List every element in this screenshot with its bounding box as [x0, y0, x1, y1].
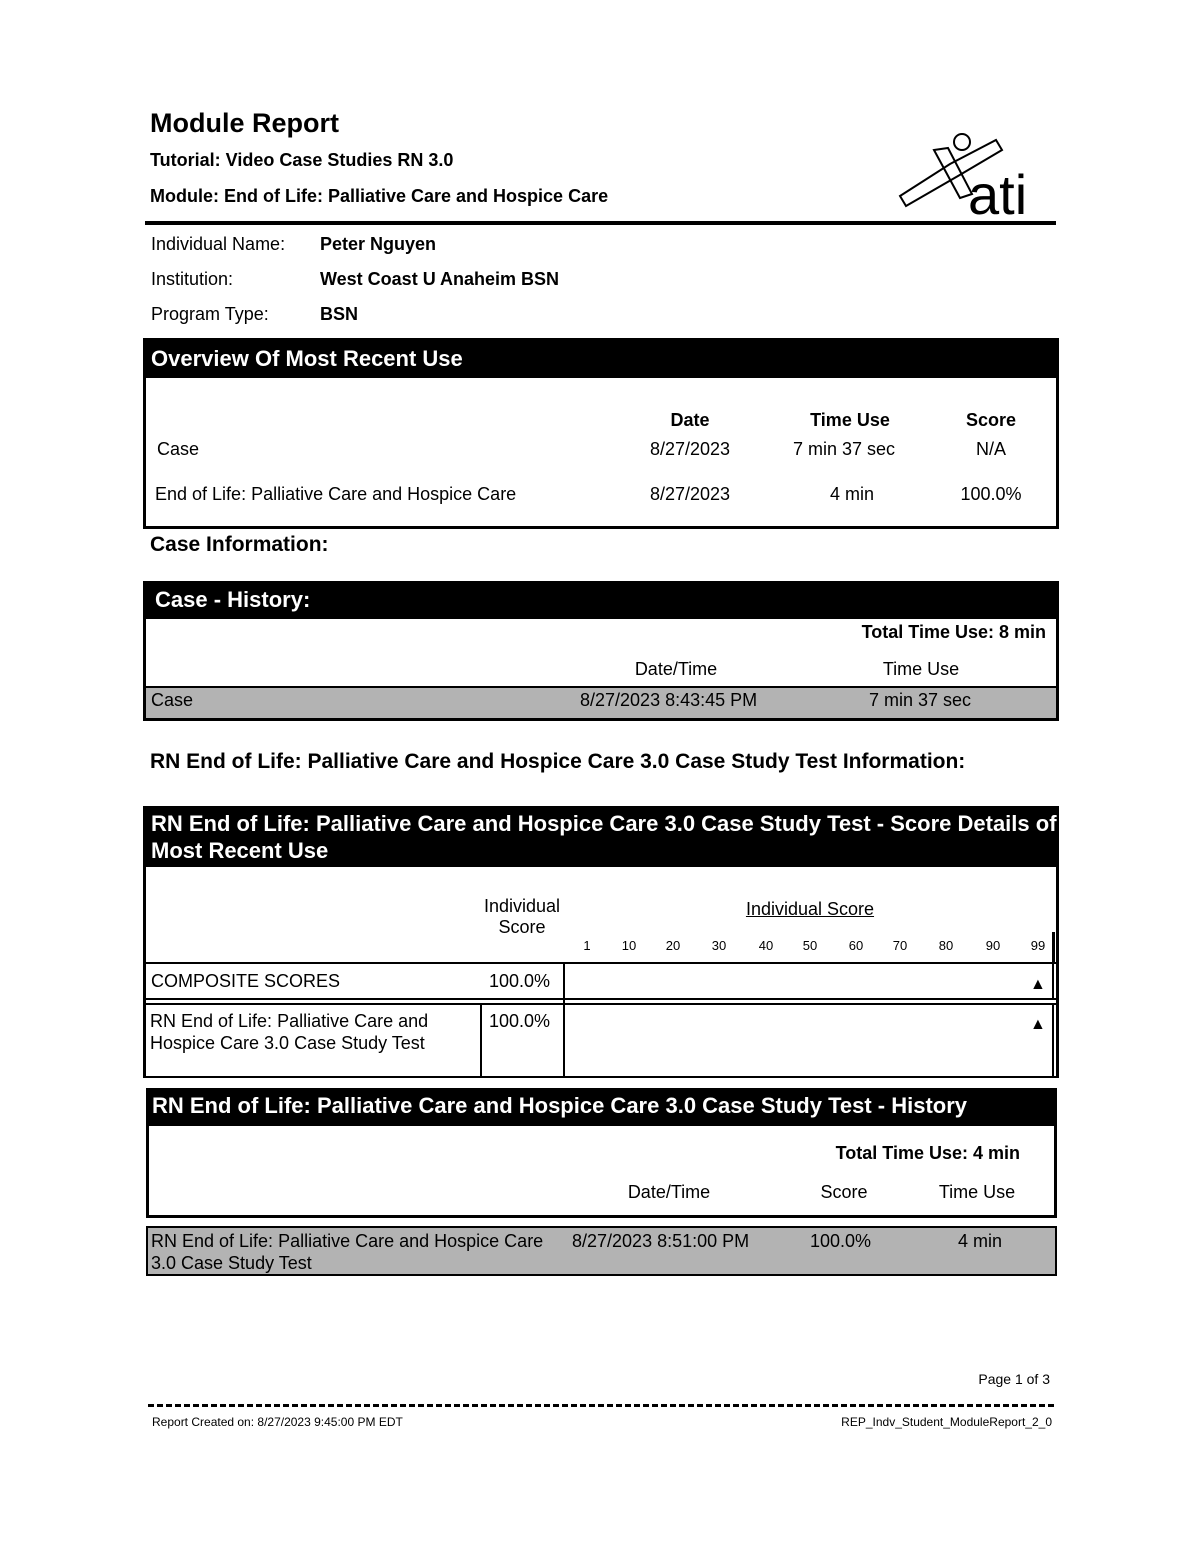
test-history-title: RN End of Life: Palliative Care and Hospice Care 3.0 Case Study Test - History [146, 1088, 1057, 1126]
score-row-value: 100.0% [489, 971, 551, 991]
individual-score-scale-label: Individual Score [745, 899, 875, 919]
overview-title: Overview Of Most Recent Use [143, 338, 1059, 378]
score-marker: ▲ [1030, 976, 1046, 993]
scale-tick: 50 [802, 938, 818, 953]
program-type-label: Program Type: [151, 304, 269, 324]
test-history-row-name: RN End of Life: Palliative Care and Hospice Care 3.0 Case Study Test [151, 1231, 544, 1273]
test-history-row-score: 100.0% [810, 1231, 872, 1251]
overview-row-time: 7 min 37 sec [792, 439, 896, 459]
institution-label: Institution: [151, 269, 234, 289]
score-marker: ▲ [1030, 1016, 1046, 1033]
case-information-heading: Case Information: [150, 533, 329, 556]
overview-header-score: Score [965, 410, 1017, 430]
test-history-header-score: Score [820, 1182, 868, 1202]
test-history-header-time: Time Use [938, 1182, 1016, 1202]
column-divider [1052, 1003, 1054, 1077]
overview-row-name: Case [157, 439, 200, 459]
institution-value: West Coast U Anaheim BSN [320, 269, 560, 289]
footer-divider [148, 1404, 1054, 1407]
scale-tick: 99 [1030, 938, 1046, 953]
score-details-title: RN End of Life: Palliative Care and Hospice Care 3.0 Case Study Test - Score Details of Most Recent Use [143, 806, 1059, 867]
scale-tick: 80 [938, 938, 954, 953]
report-created-date: Report Created on: 8/27/2023 9:45:00 PM EDT [152, 1415, 403, 1429]
scale-tick: 90 [985, 938, 1001, 953]
header-divider [145, 221, 1056, 225]
case-history-header-datetime: Date/Time [634, 659, 718, 679]
row-divider [146, 962, 1056, 964]
scale-tick: 60 [848, 938, 864, 953]
ati-logo-text: ati [968, 163, 1028, 220]
case-history-title: Case - History: [143, 581, 1059, 619]
test-history-header-datetime: Date/Time [627, 1182, 711, 1202]
test-total-time: Total Time Use: 4 min [835, 1143, 1020, 1163]
individual-name-label: Individual Name: [151, 234, 286, 254]
case-history-header-time: Time Use [882, 659, 960, 679]
column-divider [480, 1003, 482, 1077]
column-divider [1052, 962, 1054, 1000]
page-number: Page 1 of 3 [978, 1371, 1050, 1387]
column-divider [563, 962, 565, 1077]
module-name: Module: End of Life: Palliative Care and Hospice Care [150, 186, 609, 206]
overview-row-date: 8/27/2023 [649, 484, 731, 504]
row-divider [146, 1003, 1056, 1005]
report-id: REP_Indv_Student_ModuleReport_2_0 [841, 1415, 1052, 1429]
test-history-row-datetime: 8/27/2023 8:51:00 PM [572, 1231, 750, 1251]
overview-row-score: N/A [975, 439, 1006, 459]
overview-row-time: 4 min [829, 484, 874, 504]
row-divider [146, 1076, 1056, 1078]
score-row-value: 100.0% [489, 1011, 551, 1031]
program-type-value: BSN [320, 304, 359, 324]
overview-header-date: Date [670, 410, 710, 430]
scale-tick: 1 [583, 938, 591, 953]
case-total-time: Total Time Use: 8 min [861, 622, 1046, 642]
scale-end-line [1052, 932, 1055, 962]
overview-header-time: Time Use [810, 410, 890, 430]
score-row-name: COMPOSITE SCORES [151, 971, 341, 991]
test-information-heading: RN End of Life: Palliative Care and Hospice Care 3.0 Case Study Test Information: [150, 750, 966, 773]
test-history-row-time: 4 min [957, 1231, 1002, 1251]
scale-tick: 20 [665, 938, 681, 953]
scale-tick: 70 [892, 938, 908, 953]
scale-tick: 10 [621, 938, 637, 953]
overview-row-score: 100.0% [960, 484, 1022, 504]
scale-tick: 30 [711, 938, 727, 953]
ati-logo [892, 128, 1052, 220]
individual-name-value: Peter Nguyen [320, 234, 437, 254]
case-history-row-name: Case [151, 690, 194, 710]
scale-tick: 40 [758, 938, 774, 953]
case-history-row-datetime: 8/27/2023 8:43:45 PM [580, 690, 758, 710]
report-title: Module Report [150, 108, 339, 138]
overview-row-name: End of Life: Palliative Care and Hospice Care [155, 484, 517, 504]
case-history-row-time: 7 min 37 sec [868, 690, 972, 710]
tutorial-name: Tutorial: Video Case Studies RN 3.0 [150, 150, 454, 170]
score-row-name: RN End of Life: Palliative Care and Hospice Care 3.0 Case Study Test [150, 1011, 429, 1053]
row-divider [146, 998, 1056, 1000]
overview-row-date: 8/27/2023 [649, 439, 731, 459]
individual-score-column-header: Individual Score [483, 896, 561, 937]
